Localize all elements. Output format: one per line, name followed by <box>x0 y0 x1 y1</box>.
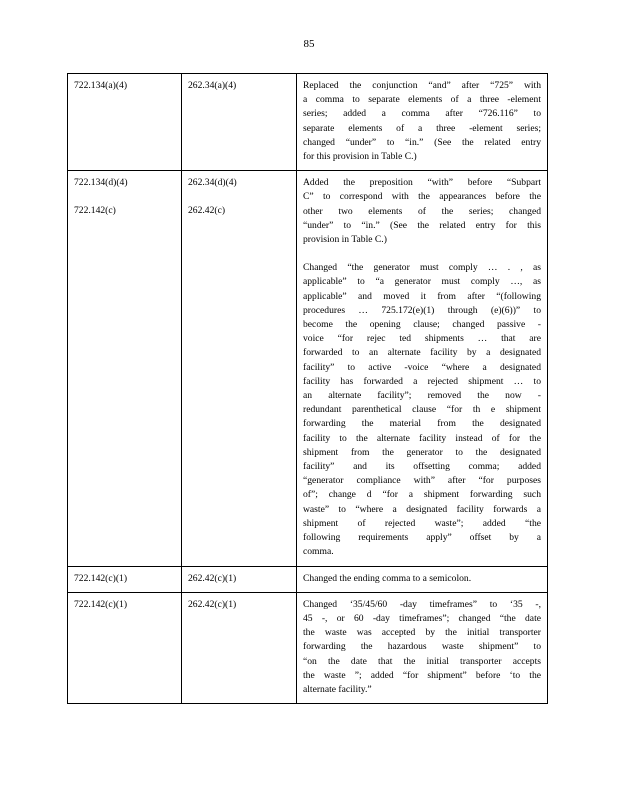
description-line: facility has forwarded a rejected shipment … to <box>303 375 541 387</box>
description-line: 45 -, or 60 -day timeframes”; changed “the date <box>303 612 541 624</box>
description-line: Added the preposition “with” before “Subpart <box>303 177 541 189</box>
description-line: “on the date that the initial transporter accepts <box>303 655 541 667</box>
description-line: waste” to “where a designated facility forwards a <box>303 503 541 515</box>
row-gap <box>74 190 175 204</box>
table-row <box>68 566 548 592</box>
section-cell <box>68 171 182 566</box>
description-line: a comma to separate elements of a three -element <box>303 94 541 106</box>
description-line: separate elements of a three -element series; <box>303 122 541 134</box>
comparison-table <box>67 73 548 704</box>
description-line: facility” to active -voice “where a designated <box>303 361 541 373</box>
description-line: for this provision in Table C.) <box>303 151 417 163</box>
description-line: become the opening clause; changed passive - <box>303 319 541 331</box>
description-line: provision in Table C.) <box>303 234 387 246</box>
description-cell <box>297 566 548 592</box>
section-cell <box>68 566 182 592</box>
table-row <box>68 171 548 566</box>
description-line: Changed the ending comma to a semicolon. <box>303 572 472 584</box>
description-line: “under” to “in.” (See the related entry for this <box>303 219 541 231</box>
description-line: an alternate facility”; removed the now - <box>303 390 541 402</box>
description-line: forwarding the material from the designated <box>303 418 541 430</box>
description-line: forwarding the hazardous waste shipment” to <box>303 641 541 653</box>
section-number: 722.142(c)(1) <box>74 598 128 610</box>
page-number: 85 <box>303 38 315 50</box>
description-line: procedures … 725.172(e)(1) through (e)(6))” to <box>303 304 541 316</box>
section-number: 722.134(a)(4) <box>74 80 128 91</box>
table-row <box>68 74 548 171</box>
section-number: 722.142(c) <box>74 205 116 217</box>
section-cell <box>68 74 182 171</box>
description-line: facility” and its offsetting comma; added <box>303 461 541 473</box>
description-line: comma. <box>303 546 334 558</box>
description-cell <box>297 74 548 171</box>
description-line: changed “under” to “in.” (See the related entry <box>303 136 541 148</box>
description-line: forwarded to an alternate facility by a designated <box>303 347 541 359</box>
description-cell <box>297 592 548 703</box>
cfr-number: 262.34(d)(4) <box>188 177 237 189</box>
table-row <box>68 592 548 703</box>
section-number: 722.142(c)(1) <box>74 572 128 584</box>
cfr-cell <box>182 566 297 592</box>
description-line: following requirements apply” offset by a <box>303 532 541 544</box>
cfr-cell <box>182 592 297 703</box>
description-line: series; added a comma after “726.116” to <box>303 108 541 120</box>
description-line: of”; change d “for a shipment forwarding such <box>303 489 541 501</box>
description-line: Changed ‘35/45/60 -day timeframes” to ‘35 -, <box>303 598 541 610</box>
cfr-number: 262.42(c) <box>188 205 226 217</box>
description-line: redundant parenthetical clause “for th e shipment <box>303 404 541 416</box>
row-gap <box>188 190 290 204</box>
description-line: C” to correspond with the appearances before the <box>303 191 541 203</box>
description-line: voice “for rejec ted shipments … that are <box>303 333 541 345</box>
description-cell <box>297 171 548 566</box>
description-line: shipment of rejected waste”; added “the <box>303 517 541 529</box>
description-line: the waste was accepted by the initial transporter <box>303 627 541 639</box>
cfr-number: 262.34(a)(4) <box>188 80 237 91</box>
row-gap <box>303 247 541 261</box>
description-line: Replaced the conjunction “and” after “725” with <box>303 80 541 91</box>
description-line: other two elements of the series; changed <box>303 205 541 217</box>
description-line: facility to the alternate facility instead of for the <box>303 432 541 444</box>
description-line: “generator compliance with” after “for purposes <box>303 475 541 487</box>
description-line: alternate facility.” <box>303 683 372 695</box>
section-cell <box>68 592 182 703</box>
cfr-cell <box>182 74 297 171</box>
cfr-cell <box>182 171 297 566</box>
description-line: applicable” and moved it from after “(following <box>303 290 541 302</box>
description-line: shipment from the generator to the designated <box>303 446 541 458</box>
description-line: applicable” to “a generator must comply …, as <box>303 276 541 288</box>
section-number: 722.134(d)(4) <box>74 177 128 189</box>
cfr-number: 262.42(c)(1) <box>188 598 237 610</box>
cfr-number: 262.42(c)(1) <box>188 572 237 584</box>
description-line: Changed “the generator must comply … . , as <box>303 262 541 274</box>
description-line: the waste ”; added “for shipment” before ‘to the <box>303 669 541 681</box>
